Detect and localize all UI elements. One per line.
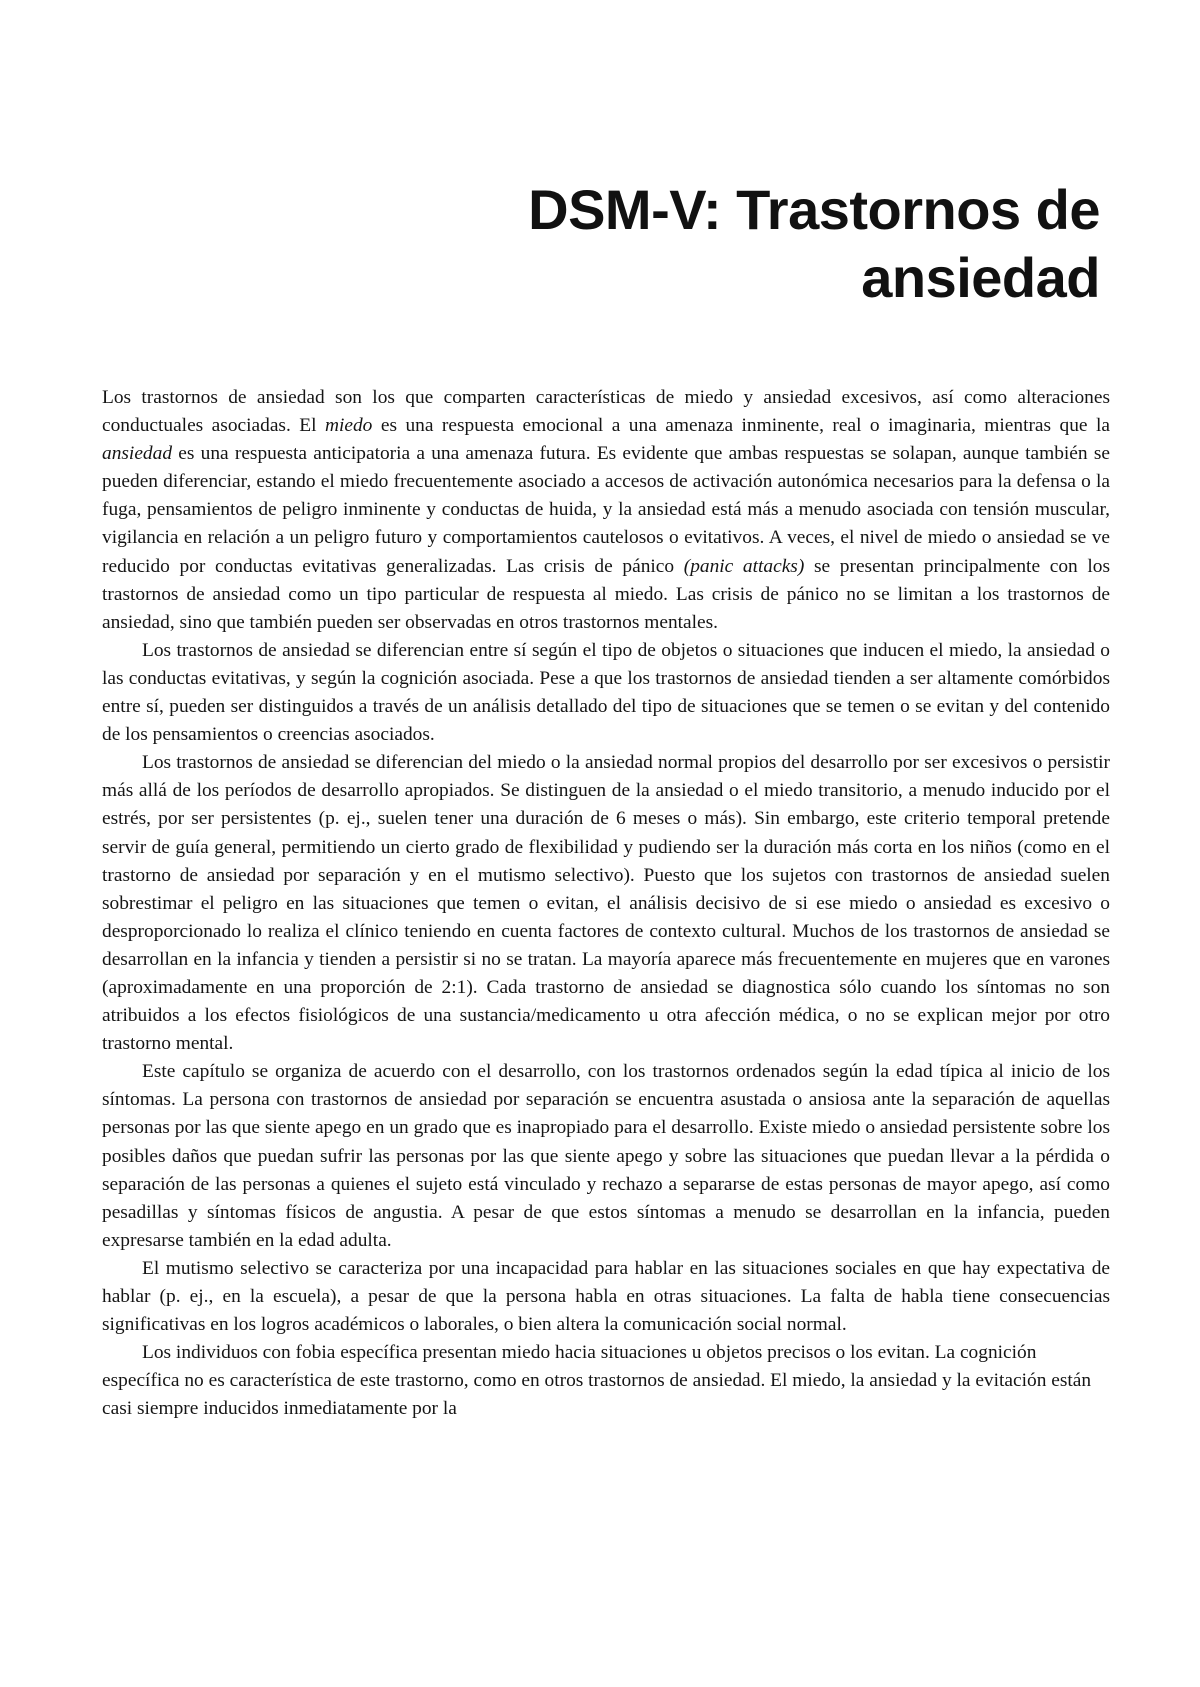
chapter-title — [420, 176, 1100, 312]
paragraph-intro-part-a: Los trastornos de ansiedad son los que comparten características de miedo y ansiedad excesivos, así como alteraciones conductuales asociadas. El — [102, 387, 1110, 437]
chapter-title-line-2: ansiedad — [861, 246, 1100, 309]
paragraph-chapter-organization: Este capítulo se organiza de acuerdo con el desarrollo, con los trastornos ordenados según la edad típica al inicio de los síntomas. La persona con trastornos de ansiedad por separación se encuentra asustada o ansiosa ante la separación de aquellas personas por las que siente apego en un grado que es inapropiado para el desarrollo. Existe miedo o ansiedad persistente sobre los posibles daños que puedan sufrir las personas por las que siente apego y sobre las situaciones que puedan llevar a la pérdida o separación de las personas a quienes el sujeto está vinculado y rechazo a separarse de estas personas de mayor apego, así como pesadillas y síntomas físicos de angustia. A pesar de que estos síntomas a menudo se desarrollan en la infancia, pueden expresarse también en la edad adulta. — [102, 1061, 1110, 1251]
chapter-title-line-1: DSM-V: Trastornos de — [528, 178, 1100, 241]
paragraph-normal-anxiety: Los trastornos de ansiedad se diferencian del miedo o la ansiedad normal propios del desarrollo por ser excesivos o persistir más allá de los períodos de desarrollo apropiados. Se distinguen de la ansiedad o el miedo transitorio, a menudo inducido por el estrés, por ser persistentes (p. ej., suelen tener una duración de 6 meses o más). Sin embargo, este criterio temporal pretende servir de guía general, permitiendo un cierto grado de flexibilidad y pudiendo ser la duración más corta en los niños (como en el trastorno de ansiedad por separación y en el mutismo selectivo). Puesto que los sujetos con trastornos de ansiedad suelen sobrestimar el peligro en las situaciones que temen o evitan, el análisis decisivo de si ese miedo o ansiedad es excesivo o desproporcionado lo realiza el clínico teniendo en cuenta factores de contexto cultural. Muchos de los trastornos de ansiedad se desarrollan en la infancia y tienden a persistir si no se tratan. La mayoría aparece más frecuentemente en mujeres que en varones (aproximadamente en una proporción de 2:1). Cada trastorno de ansiedad se diagnostica sólo cuando los síntomas no son atribuidos a los efectos fisiológicos de una sustancia/medicamento u otra afección médica, o no se explican mejor por otro trastorno mental. — [102, 752, 1110, 1055]
term-panic-attacks: (panic attacks) — [683, 555, 805, 577]
term-ansiedad: ansiedad — [102, 443, 173, 465]
paragraph-intro — [102, 384, 1110, 637]
paragraph-specific-phobia: Los individuos con fobia específica presentan miedo hacia situaciones u objetos precisos o los evitan. La cognición específica no es característica de este trastorno, como en otros trastornos de ansiedad. El miedo, la ansiedad y la evitación están casi siempre inducidos inmediatamente por la — [102, 1342, 1092, 1420]
body-text — [102, 384, 1110, 1423]
paragraph-intro-part-d: se presentan principalmente con los trastornos de ansiedad como un tipo particular de respuesta al miedo. Las crisis de pánico no se limitan a los trastornos de ansiedad, sino que también pueden ser observadas en otros trastornos mentales. — [102, 555, 1110, 633]
paragraph-intro-part-b: es una respuesta emocional a una amenaza inminente, real o imaginaria, mientras que la — [372, 415, 1110, 437]
paragraph-intro-part-c: es una respuesta anticipatoria a una amenaza futura. Es evidente que ambas respuestas se solapan, aunque también se pueden diferenciar, estando el miedo frecuentemente asociado a accesos de activación autonómica necesarios para la defensa o la fuga, pensamientos de peligro inminente y conductas de huida, y la ansiedad está más a menudo asociada con tensión muscular, vigilancia en relación a un peligro futuro y comportamientos cautelosos o evitativos. A veces, el nivel de miedo o ansiedad se ve reducido por conductas evitativas generalizadas. Las crisis de pánico — [102, 443, 1110, 577]
paragraph-selective-mutism: El mutismo selectivo se caracteriza por una incapacidad para hablar en las situaciones sociales en que hay expectativa de hablar (p. ej., en la escuela), a pesar de que la persona habla en otras situaciones. La falta de habla tiene consecuencias significativas en los logros académicos o laborales, o bien altera la comunicación social normal. — [102, 1257, 1110, 1336]
paragraph-differentiation: Los trastornos de ansiedad se diferencian entre sí según el tipo de objetos o situaciones que inducen el miedo, la ansiedad o las conductas evitativas, y según la cognición asociada. Pese a que los trastornos de ansiedad tienden a ser altamente comórbidos entre sí, pueden ser distinguidos a través de un análisis detallado del tipo de situaciones que se temen o se evitan y del contenido de los pensamientos o creencias asociados. — [102, 639, 1110, 746]
term-miedo: miedo — [324, 415, 373, 437]
